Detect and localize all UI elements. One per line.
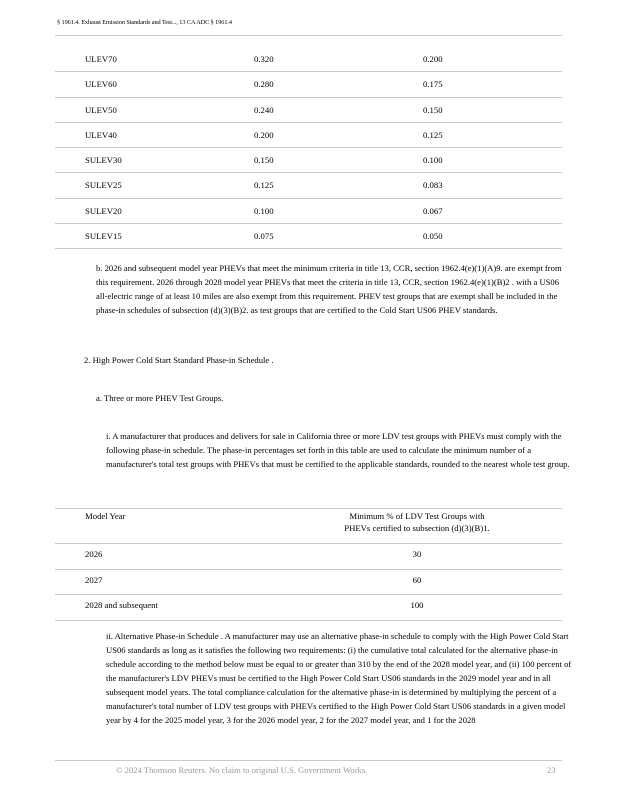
value-cell: 0.125 <box>254 180 274 191</box>
paragraph-b: b. 2026 and subsequent model year PHEVs that meet the minimum criteria in title 13, CCR, section 1962.4(e)(1)(A)9. are exempt from this requirement. 2026 through 2028 model year PHEVs that meet the criteria in title 13, CCR, section 1962.4(e)(1)(B)2 . with a US06 all-electric range of at least 10 miles are also exempt from this requirement. PHEV test groups that are exempt shall be included in the phase-in schedules of subsection (d)(3)(B)2. as test groups that are certified to the Cold Start US06 PHEV standards. <box>96 263 562 315</box>
category-cell: SULEV25 <box>85 180 122 191</box>
value-cell: 0.150 <box>423 104 443 115</box>
value-cell: 0.050 <box>423 231 443 242</box>
table-row <box>55 72 562 97</box>
value-cell: 0.125 <box>423 129 443 140</box>
value-cell: 0.083 <box>423 180 443 191</box>
table-row <box>55 123 562 148</box>
category-cell: ULEV70 <box>85 54 117 64</box>
paragraph-i: i. A manufacturer that produces and delivers for sale in California three or more LDV test groups with PHEVs must comply with the following phase-in schedule. The phase-in percentages set forth in this table are used to calculate the minimum number of a manufacturer's total test groups with PHEVs that must be certified to the applicable standards, rounded to the nearest whole test group. <box>106 431 570 469</box>
header-divider <box>55 35 562 36</box>
section-heading-2: 2. High Power Cold Start Standard Phase-in Schedule . <box>84 355 274 365</box>
copyright-footer: © 2024 Thomson Reuters. No claim to original U.S. Government Works. <box>116 765 368 775</box>
column-header-minimum-percent <box>317 511 517 534</box>
percent-cell: 60 <box>412 574 422 585</box>
paragraph-ii: ii. Alternative Phase-in Schedule . A manufacturer may use an alternative phase-in schedule to comply with the High Power Cold Start US06 standards as long as it satisfies the following two requirements: (i) the cumulative total calculated for the alternative phase-in schedule according to the method below must be equal to or greater than 310 by the end of the 2028 model year, and (ii) 100 percent of the manufacturer's LDV PHEVs must be certified to the High Power Cold Start US06 standards in the 2029 model year and in all subsequent model years. The total compliance calculation for the alternative phase-in is determined by multiplying the percent of a manufacturer's total number of LDV test groups with PHEVs certified to the High Power Cold Start US06 standards in a given model year by 4 for the 2025 model year, 3 for the 2026 model year, 2 for the 2027 model year, and 1 for the 2028 <box>106 631 572 725</box>
category-cell: SULEV20 <box>85 205 122 216</box>
table-row <box>55 148 562 173</box>
percent-cell: 30 <box>412 549 422 559</box>
value-cell: 0.100 <box>423 155 443 166</box>
table-row <box>55 544 562 570</box>
value-cell: 0.175 <box>423 79 443 90</box>
table-row <box>55 570 562 596</box>
model-year-cell: 2028 and subsequent <box>85 600 158 610</box>
table-row <box>55 47 562 72</box>
phase-in-table <box>55 508 562 621</box>
column-header-line: Minimum % of LDV Test Groups with <box>349 511 485 521</box>
model-year-cell: 2026 <box>85 549 103 559</box>
value-cell: 0.075 <box>254 231 274 242</box>
table-row <box>55 199 562 224</box>
category-cell: SULEV30 <box>85 155 122 166</box>
column-header-model-year: Model Year <box>85 511 126 521</box>
value-cell: 0.320 <box>254 54 274 64</box>
emission-standards-table <box>55 47 562 249</box>
value-cell: 0.150 <box>254 155 274 166</box>
subsection-heading-a: a. Three or more PHEV Test Groups. <box>96 393 224 403</box>
model-year-cell: 2027 <box>85 574 103 585</box>
page-number: 23 <box>547 765 556 775</box>
percent-cell: 100 <box>410 600 424 610</box>
value-cell: 0.200 <box>254 129 274 140</box>
category-cell: ULEV50 <box>85 104 117 115</box>
running-head: § 1961.4. Exhaust Emission Standards and Test..., 13 CA ADC § 1961.4 <box>57 19 232 26</box>
table-row <box>55 173 562 198</box>
value-cell: 0.100 <box>254 205 274 216</box>
value-cell: 0.280 <box>254 79 274 90</box>
column-header-line: PHEVs certified to subsection (d)(3)(B)1. <box>344 522 490 533</box>
footer-divider <box>55 760 562 761</box>
table-row <box>55 98 562 123</box>
table-row <box>55 224 562 249</box>
category-cell: ULEV40 <box>85 129 117 140</box>
value-cell: 0.067 <box>423 205 443 216</box>
table-header <box>55 508 562 544</box>
value-cell: 0.240 <box>254 104 274 115</box>
category-cell: SULEV15 <box>85 231 122 242</box>
table-row <box>55 595 562 621</box>
value-cell: 0.200 <box>423 54 443 64</box>
category-cell: ULEV60 <box>85 79 117 90</box>
